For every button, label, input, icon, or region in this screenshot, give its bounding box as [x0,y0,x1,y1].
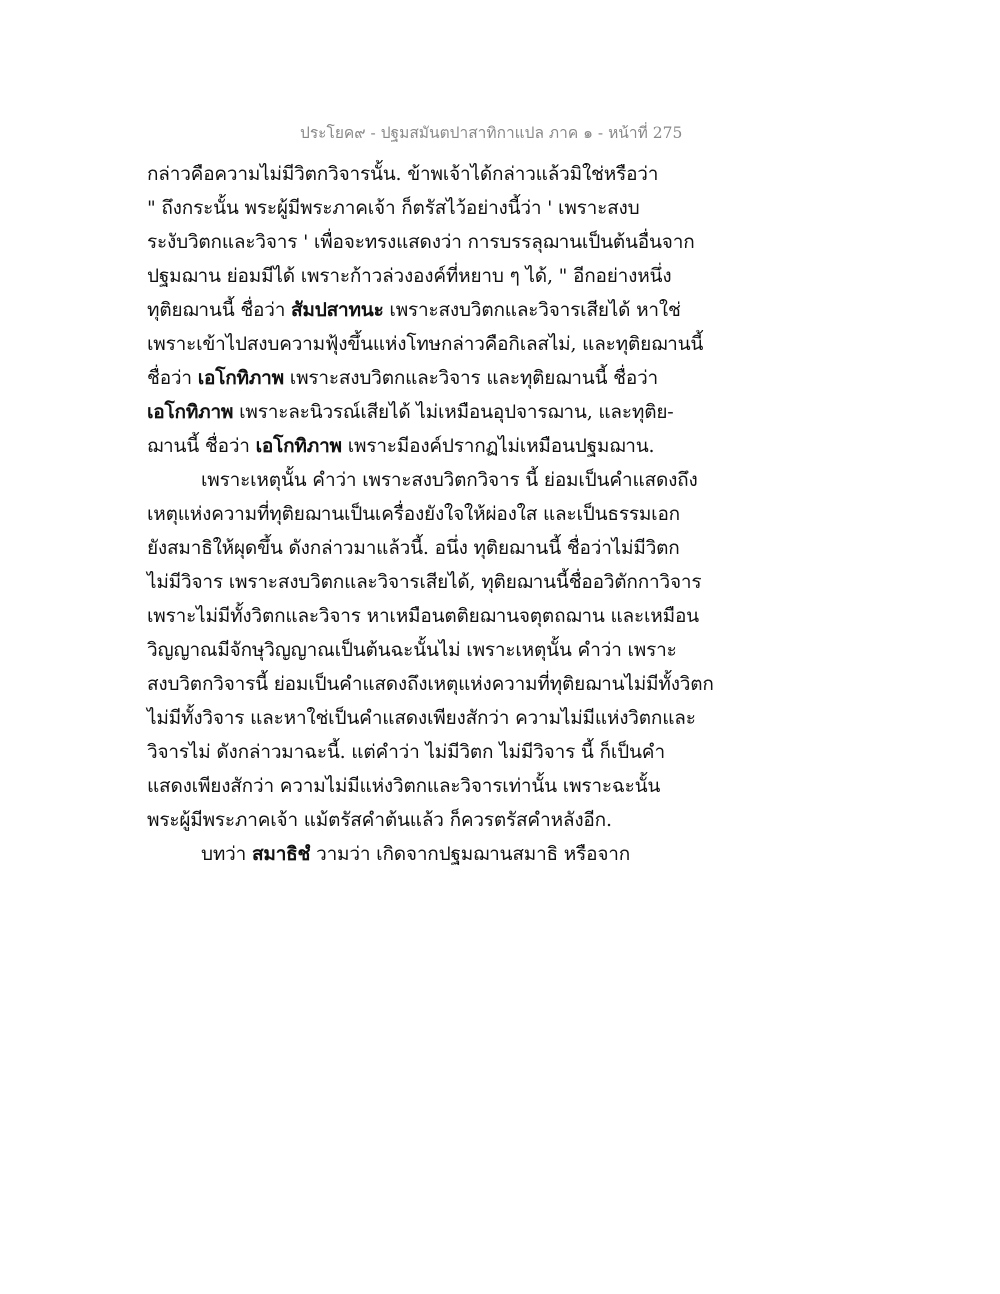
text-line: ปฐมฌาน ย่อมมีได้ เพราะก้าวล่วงองค์ที่หยาบ ๆ ได้, " อีกอย่างหนึ่ง [147,265,672,287]
text-line: ฌานนี้ ชื่อว่า เอโกทิภาพ เพราะมีองค์ปรากฏไม่เหมือนปฐมฌาน. [147,435,655,457]
text-line: ทุติยฌานนี้ ชื่อว่า สัมปสาทนะ เพราะสงบวิตกและวิจารเสียได้ หาใช่ [147,299,681,321]
text-line: เพราะเข้าไปสงบความฟุ้งขึ้นแห่งโทษกล่าวคือกิเลสไม่, และทุติยฌานนี้ [147,333,704,355]
text-line: ยังสมาธิให้ผุดขึ้น ดังกล่าวมาแล้วนี้. อนึ่ง ทุติยฌานนี้ ชื่อว่าไม่มีวิตก [147,537,680,559]
bold-term: เอโกทิภาพ [255,435,342,457]
text-line: ไม่มีวิจาร เพราะสงบวิตกและวิจารเสียได้, ทุติยฌานนี้ชื่ออวิตักกาวิจาร [147,571,702,593]
text-line: สงบวิตกวิจารนี้ ย่อมเป็นคำแสดงถึงเหตุแห่งความที่ทุติยฌานไม่มีทั้งวิตก [147,673,714,695]
body-text [147,157,717,871]
text-line: วิจารไม่ ดังกล่าวมาฉะนี้. แต่คำว่า ไม่มีวิตก ไม่มีวิจาร นี้ ก็เป็นคำ [147,741,665,763]
bold-term: เอโกทิภาพ [197,367,284,389]
paragraph-start-line: เพราะเหตุนั้น คำว่า เพราะสงบวิตกวิจาร นี้ ย่อมเป็นคำแสดงถึง [201,469,698,491]
text-line: เหตุแห่งความที่ทุติยฌานเป็นเครื่องยังใจให้ผ่องใส และเป็นธรรมเอก [147,503,680,525]
text-line: เพราะไม่มีทั้งวิตกและวิจาร หาเหมือนตติยฌานจตุตถฌาน และเหมือน [147,605,699,627]
bold-term: เอโกทิภาพ [147,401,234,423]
running-head: ประโยค๙ - ปฐมสมันตปาสาทิกาแปล ภาค ๑ - หน้าที่ 275 [300,124,683,142]
text-line: แสดงเพียงสักว่า ความไม่มีแห่งวิตกและวิจารเท่านั้น เพราะฉะนั้น [147,775,661,797]
bold-term: สมาธิชํ [251,843,311,865]
text-line: เอโกทิภาพ เพราะละนิวรณ์เสียได้ ไม่เหมือนอุปจารฌาน, และทุติย- [147,401,674,423]
text-line: ระงับวิตกและวิจาร ' เพื่อจะทรงแสดงว่า การบรรลุฌานเป็นต้นอื่นจาก [147,231,695,253]
text-line: " ถึงกระนั้น พระผู้มีพระภาคเจ้า ก็ตรัสไว้อย่างนี้ว่า ' เพราะสงบ [147,197,640,219]
paragraph-start-line: บทว่า สมาธิชํ วามว่า เกิดจากปฐมฌานสมาธิ หรือจาก [201,843,631,865]
bold-term: สัมปสาทนะ [291,299,384,321]
text-line: วิญญาณมีจักษุวิญญาณเป็นต้นฉะนั้นไม่ เพราะเหตุนั้น คำว่า เพราะ [147,639,677,661]
text-line: พระผู้มีพระภาคเจ้า แม้ตรัสคำต้นแล้ว ก็ควรตรัสคำหลังอีก. [147,809,612,831]
text-line: ไม่มีทั้งวิจาร และหาใช่เป็นคำแสดงเพียงสักว่า ความไม่มีแห่งวิตกและ [147,707,696,729]
text-line: ชื่อว่า เอโกทิภาพ เพราะสงบวิตกและวิจาร และทุติยฌานนี้ ชื่อว่า [147,367,659,389]
text-line: กล่าวคือความไม่มีวิตกวิจารนั้น. ข้าพเจ้าได้กล่าวแล้วมิใช่หรือว่า [147,163,659,185]
